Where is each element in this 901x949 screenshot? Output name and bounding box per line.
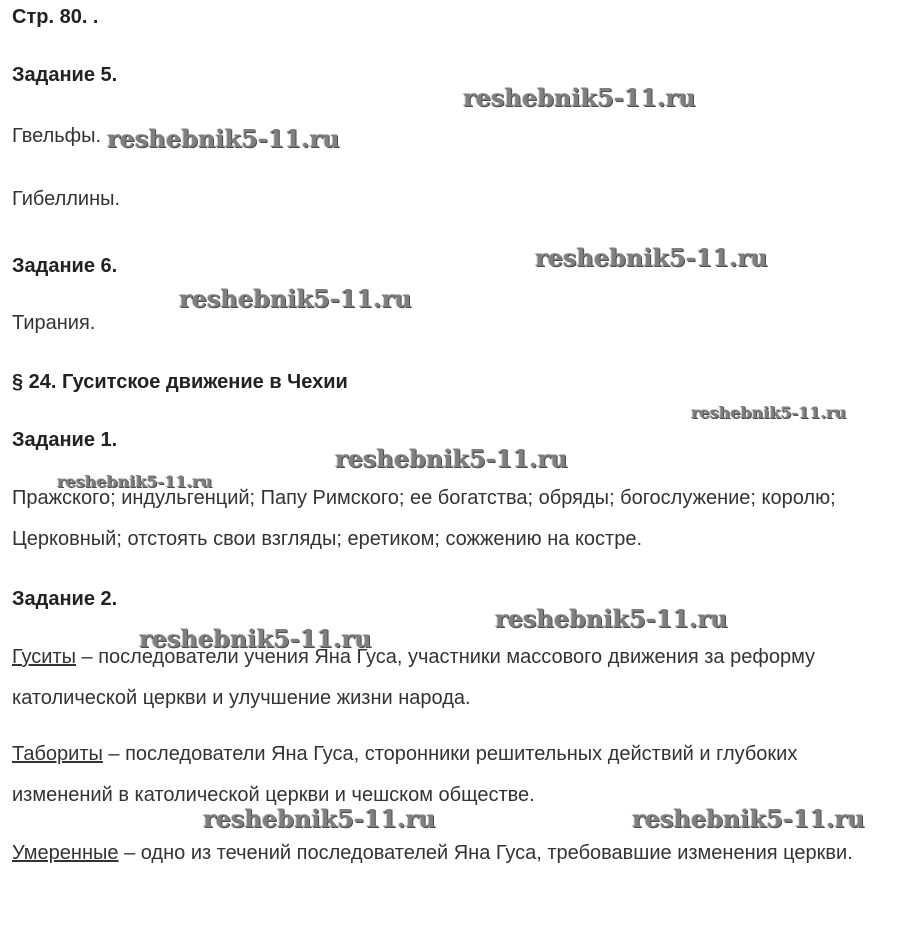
task-5-title: Задание 5. xyxy=(12,64,118,86)
task-2-title: Задание 2. xyxy=(12,588,118,610)
definition-hussites-text: – последователи учения Яна Гуса, участники массового движения за реформу католической церкви и улучшение жизни народа. xyxy=(12,646,816,709)
watermark: reshebnik5-11.ru xyxy=(335,444,568,473)
task-1-title: Задание 1. xyxy=(12,429,118,451)
term-moderates: Умеренные xyxy=(12,842,119,864)
task-5-answer-2: Гибеллины. xyxy=(12,188,121,210)
watermark: reshebnik5-11.ru xyxy=(107,124,340,153)
definition-moderates-text: – одно из течений последователей Яна Гуса, требовавшие изменения церкви. xyxy=(118,842,853,864)
watermark: reshebnik5-11.ru xyxy=(535,243,768,272)
task-6-title: Задание 6. xyxy=(12,255,118,277)
task-5-answer-1: Гвельфы. xyxy=(12,125,102,147)
watermark: reshebnik5-11.ru xyxy=(139,624,372,653)
term-hussites: Гуситы xyxy=(12,646,76,668)
definition-taborites-text: – последователи Яна Гуса, сторонники решительных действий и глубоких изменений в католической церкви и чешском обществе. xyxy=(12,743,798,806)
term-taborites: Табориты xyxy=(12,743,103,765)
watermark: reshebnik5-11.ru xyxy=(463,83,696,112)
task-6-answer: Тирания. xyxy=(12,312,96,334)
watermark: reshebnik5-11.ru xyxy=(691,403,847,422)
watermark: reshebnik5-11.ru xyxy=(495,604,728,633)
paragraph-24-title: § 24. Гуситское движение в Чехии xyxy=(12,371,348,393)
watermark: reshebnik5-11.ru xyxy=(632,804,865,833)
task-1-answer: Пражского; индульгенций; Папу Римского; ее богатства; обряды; богослужение; королю; Церковный; отстоять свои взгляды; еретиком; сожжению на костре. xyxy=(12,487,836,550)
watermark: reshebnik5-11.ru xyxy=(179,284,412,313)
definition-moderates xyxy=(12,833,898,874)
page-number: Стр. 80. . xyxy=(12,6,99,28)
watermark: reshebnik5-11.ru xyxy=(203,804,436,833)
watermark: reshebnik5-11.ru xyxy=(57,472,213,491)
